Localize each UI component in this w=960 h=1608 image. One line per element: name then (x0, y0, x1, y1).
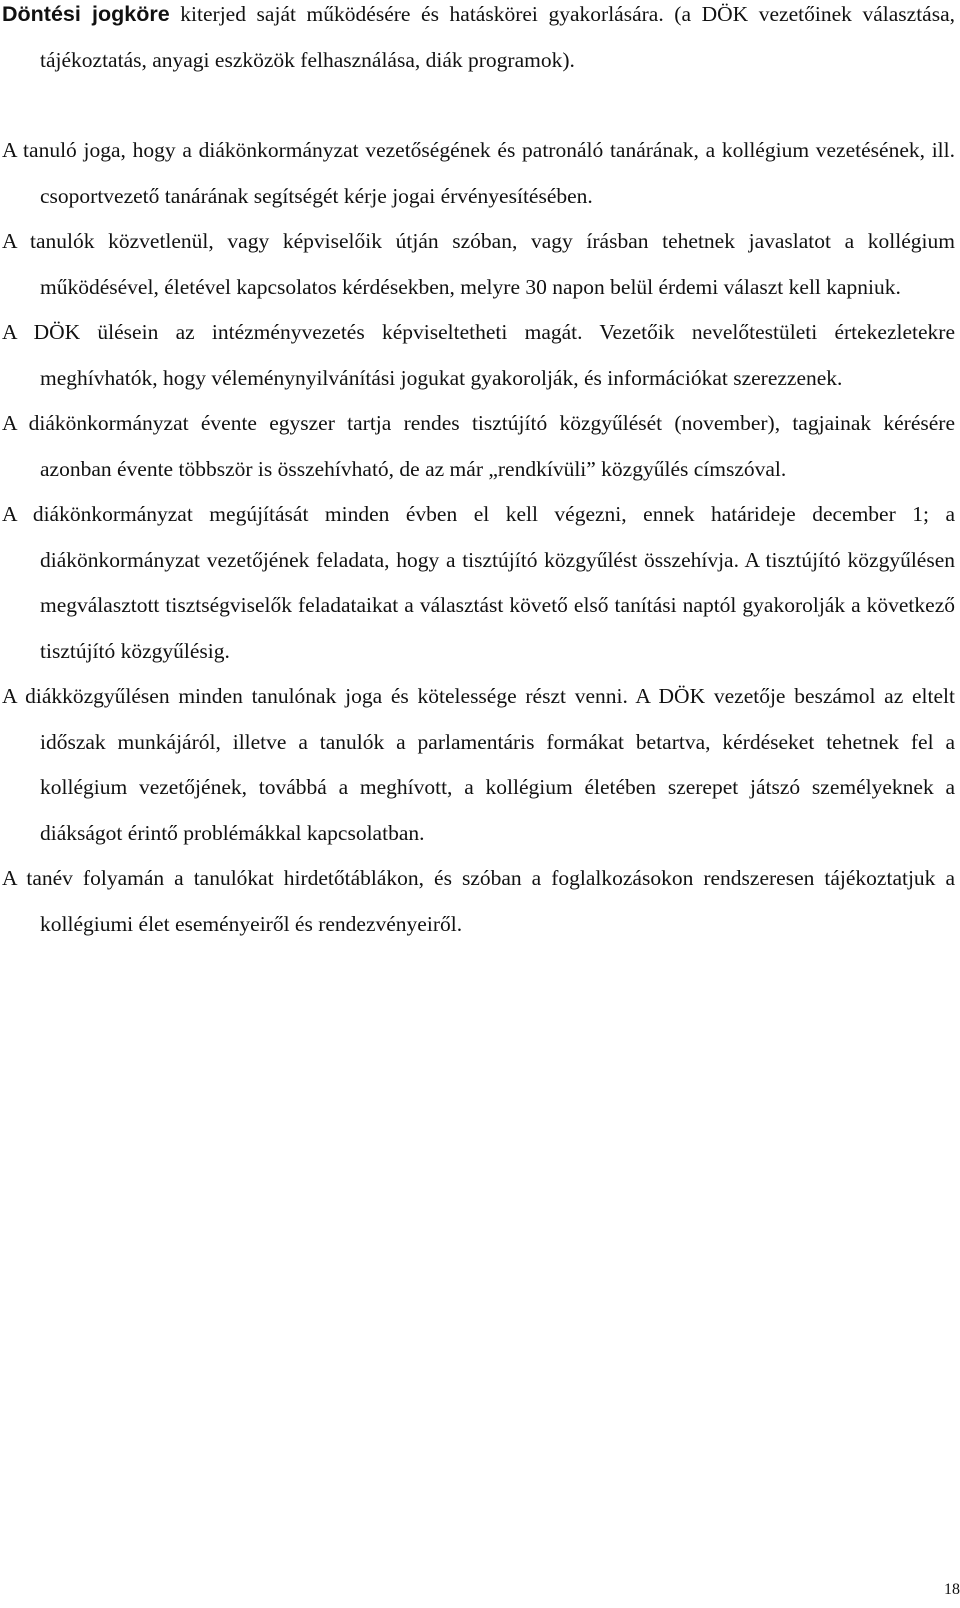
paragraph-information: A tanév folyamán a tanulókat hirdetőtáblákon, és szóban a foglalkozásokon rendszeresen tájékoztatjuk a kollégiumi élet eseményeiről és rendezvényeiről. (2, 866, 955, 936)
paragraph-student-assembly: A diákközgyűlésen minden tanulónak joga és kötelessége részt venni. A DÖK vezetője beszámol az eltelt időszak munkájáról, illetve a tanulók a parlamentáris formákat betartva, kérdéseket tehetnek fel a kollégium vezetőjének, továbbá a meghívott, a kollégium életében szerepet játszó személyeknek a diákságot érintő problémákkal kapcsolatban. (2, 684, 955, 845)
page-number: 18 (944, 1581, 960, 1598)
paragraph-lead-bold: Döntési jogköre (2, 2, 170, 26)
paragraph-annual-assembly: A diákönkormányzat évente egyszer tartja rendes tisztújító közgyűlését (november), tagjainak kérésére azonban évente többször is összehívható, de az már „rendkívüli” közgyűlés címszóval. (2, 411, 955, 481)
paragraph-text: kiterjed saját működésére és hatáskörei gyakorlására. (a DÖK vezetőinek választása, tájékoztatás, anyagi eszközök felhasználása, diák programok). (40, 2, 955, 72)
paragraph-renewal: A diákönkormányzat megújítását minden évben el kell végezni, ennek határideje december 1; a diákönkormányzat vezetőjének feladata, hogy a tisztújító közgyűlést összehívja. A tisztújító közgyűlésen megválasztott tisztségviselők feladataikat a választást követő első tanítási naptól gyakorolják a következő tisztújító közgyűlésig. (2, 502, 955, 663)
paragraph-decision-authority (0, 0, 955, 83)
paragraph-student-proposals: A tanulók közvetlenül, vagy képviselőik útján szóban, vagy írásban tehetnek javaslatot a kollégium működésével, életével kapcsolatos kérdésekben, melyre 30 napon belül érdemi választ kell kapniuk. (2, 229, 955, 299)
paragraph-student-rights: A tanuló joga, hogy a diákönkormányzat vezetőségének és patronáló tanárának, a kollégium vezetésének, ill. csoportvezető tanárának segítségét kérje jogai érvényesítésében. (2, 138, 955, 208)
paragraph-spacer (0, 83, 955, 128)
paragraph-dok-meetings: A DÖK ülésein az intézményvezetés képviseltetheti magát. Vezetőik nevelőtestületi értekezletekre meghívhatók, hogy véleménynyilvánítási jogukat gyakorolják, és információkat szerezzenek. (2, 320, 955, 390)
